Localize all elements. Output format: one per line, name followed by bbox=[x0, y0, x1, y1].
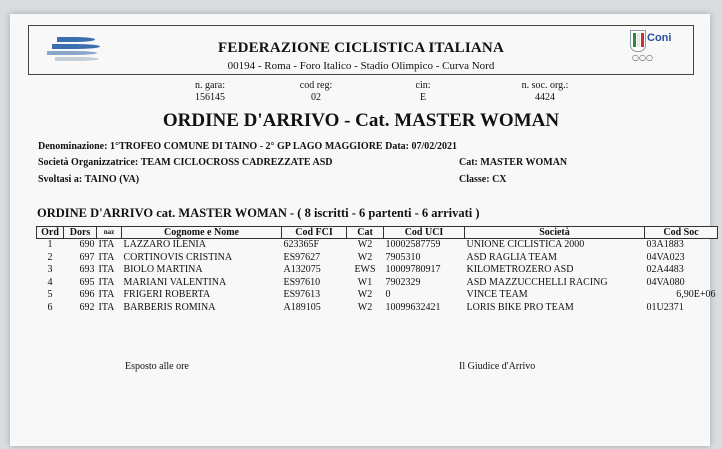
cell-cod-uci: 7905310 bbox=[385, 251, 421, 263]
table-header-row bbox=[37, 227, 718, 239]
header-ord: Ord bbox=[37, 227, 64, 239]
meta-cin: cin: E bbox=[415, 80, 431, 103]
table-row bbox=[37, 264, 718, 277]
info-classe: Classe: CX bbox=[459, 174, 507, 185]
footer-esposto: Esposto alle ore bbox=[125, 361, 189, 372]
cell-cat: W1 bbox=[357, 276, 373, 288]
meta-n-soc-org: n. soc. org.: 4424 bbox=[521, 80, 569, 103]
header-societa: Società bbox=[465, 227, 645, 239]
cell-cod-fci: ES97627 bbox=[283, 251, 321, 263]
meta-n-gara: n. gara: 156145 bbox=[195, 80, 225, 103]
cell-cod-fci: 623365F bbox=[283, 239, 320, 250]
cell-ord: 1 bbox=[47, 239, 53, 250]
cell-ord: 3 bbox=[47, 264, 53, 275]
info-cat: Cat: MASTER WOMAN bbox=[459, 157, 568, 168]
federation-header bbox=[28, 25, 694, 75]
cell-cat: W2 bbox=[357, 289, 373, 300]
cell-ord: 2 bbox=[47, 251, 53, 263]
table-row bbox=[37, 289, 718, 302]
cell-cod-soc: 03A1883 bbox=[646, 239, 684, 250]
cell-naz: ITA bbox=[98, 301, 115, 313]
header-name: Cognome e Nome bbox=[122, 227, 282, 239]
cell-cat: W2 bbox=[357, 239, 373, 250]
cell-societa: ASD MAZZUCCHELLI RACING bbox=[466, 276, 608, 288]
cell-name: MARIANI VALENTINA bbox=[123, 276, 227, 288]
info-denominazione: Denominazione: 1°TROFEO COMUNE DI TAINO - 2° GP LAGO MAGGIORE Data: 07/02/2021 bbox=[38, 141, 458, 152]
cell-dors: 693 bbox=[79, 264, 95, 275]
results-table bbox=[36, 226, 718, 314]
cell-cat: W2 bbox=[357, 251, 373, 263]
cell-cod-uci: 0 bbox=[385, 289, 391, 300]
table-row bbox=[37, 302, 718, 315]
cell-dors: 697 bbox=[79, 251, 95, 263]
cell-cod-fci: A189105 bbox=[283, 301, 321, 313]
cell-name: LAZZARO ILENIA bbox=[123, 239, 206, 250]
cell-naz: ITA bbox=[98, 251, 115, 263]
cell-naz: ITA bbox=[98, 264, 115, 275]
info-svoltasi: Svoltasi a: TAINO (VA) bbox=[38, 174, 140, 185]
footer-giudice: Il Giudice d'Arrivo bbox=[459, 361, 536, 372]
table-row bbox=[37, 252, 718, 265]
cell-cod-uci: 7902329 bbox=[385, 276, 421, 288]
cell-naz: ITA bbox=[98, 289, 115, 300]
info-societa: Società Organizzatrice: TEAM CICLOCROSS CADREZZATE ASD bbox=[38, 157, 333, 168]
header-cod-uci: Cod UCI bbox=[384, 227, 465, 239]
page-title: ORDINE D'ARRIVO - Cat. MASTER WOMAN bbox=[162, 110, 560, 131]
cell-cod-uci: 10002587759 bbox=[385, 239, 441, 250]
cell-cod-uci: 10009780917 bbox=[385, 264, 441, 275]
cell-societa: KILOMETROZERO ASD bbox=[466, 264, 574, 275]
cell-ord: 4 bbox=[47, 276, 53, 288]
cell-name: CORTINOVIS CRISTINA bbox=[123, 251, 233, 263]
cell-cod-fci: ES97613 bbox=[283, 289, 321, 300]
cell-naz: ITA bbox=[98, 276, 115, 288]
federation-address: 00194 - Roma - Foro Italico - Stadio Olimpico - Curva Nord bbox=[227, 60, 495, 72]
coni-logo-icon bbox=[630, 28, 674, 68]
table-row bbox=[37, 277, 718, 290]
cell-cod-uci: 10099632421 bbox=[385, 301, 441, 313]
cell-ord: 6 bbox=[47, 301, 53, 313]
cell-cod-soc: 01U2371 bbox=[646, 301, 684, 313]
cell-name: FRIGERI ROBERTA bbox=[123, 289, 211, 300]
cell-cat: EWS bbox=[354, 264, 376, 275]
olympic-rings-icon: ○○○ bbox=[632, 53, 653, 62]
cell-cod-soc: 04VA023 bbox=[646, 251, 685, 263]
section-title: ORDINE D'ARRIVO cat. MASTER WOMAN - ( 8 iscritti - 6 partenti - 6 arrivati ) bbox=[37, 206, 480, 220]
cell-cod-soc: 6,90E+06 bbox=[676, 289, 716, 300]
header-naz: naz bbox=[97, 227, 122, 239]
cell-societa: ASD RAGLIA TEAM bbox=[466, 251, 557, 263]
cell-naz: ITA bbox=[98, 239, 115, 250]
cell-cod-fci: ES97610 bbox=[283, 276, 321, 288]
table-row bbox=[37, 239, 718, 252]
cell-name: BIOLO MARTINA bbox=[123, 264, 203, 275]
header-cod-fci: Cod FCI bbox=[282, 227, 347, 239]
cell-societa: LORIS BIKE PRO TEAM bbox=[466, 301, 574, 313]
cell-cat: W2 bbox=[357, 301, 373, 313]
cell-cod-soc: 02A4483 bbox=[646, 264, 684, 275]
header-cat: Cat bbox=[347, 227, 384, 239]
meta-cod-reg: cod reg: 02 bbox=[299, 80, 333, 103]
header-dors: Dors bbox=[64, 227, 97, 239]
cell-ord: 5 bbox=[47, 289, 53, 300]
cell-societa: VINCE TEAM bbox=[466, 289, 528, 300]
coni-label: Coni bbox=[647, 32, 672, 44]
cell-societa: UNIONE CICLISTICA 2000 bbox=[466, 239, 585, 250]
cell-name: BARBERIS ROMINA bbox=[123, 301, 216, 313]
cell-dors: 690 bbox=[79, 239, 95, 250]
cell-dors: 692 bbox=[79, 301, 95, 313]
header-cod-soc: Cod Soc bbox=[645, 227, 718, 239]
cell-cod-soc: 04VA080 bbox=[646, 276, 685, 288]
cell-cod-fci: A132075 bbox=[283, 264, 321, 275]
cell-dors: 695 bbox=[79, 276, 95, 288]
cell-dors: 696 bbox=[79, 289, 95, 300]
federation-name: FEDERAZIONE CICLISTICA ITALIANA bbox=[218, 40, 504, 56]
